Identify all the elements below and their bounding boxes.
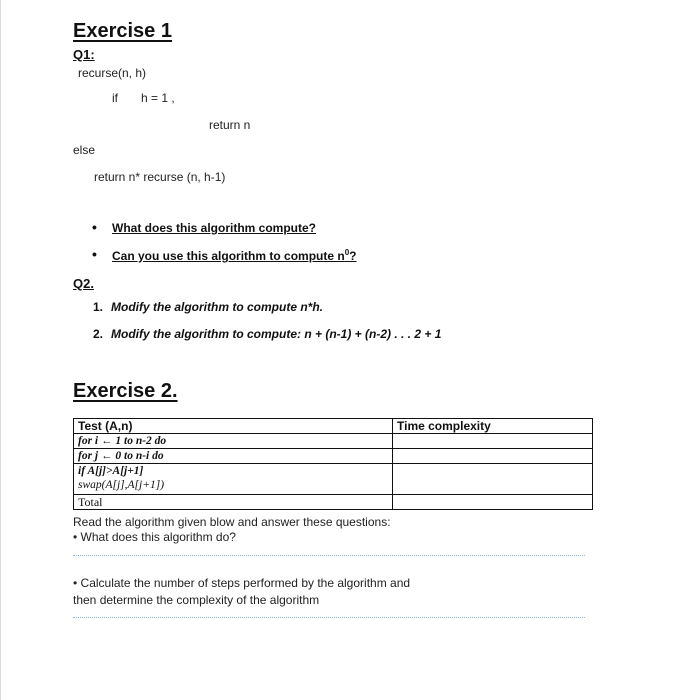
question-what-does: • What does this algorithm do? [73,530,236,544]
page-edge [0,0,1,700]
row-outer-loop: for i ← 1 to n-2 do [74,434,393,449]
answer-line-2[interactable] [73,617,585,618]
bullet2-superscript: 0 [344,248,350,257]
complexity-table [73,418,593,510]
code-return-n: return n [209,118,251,132]
bullet-marker: • [92,219,97,235]
row-compare: if A[j]>A[j+1] [78,465,144,477]
q1-bullet-n0 [112,248,356,263]
table-header-row [74,419,593,434]
row-compare-swap-complexity [393,464,593,495]
q2-item-2 [93,327,441,341]
code-return-recursive: return n* recurse (n, h-1) [94,170,226,184]
bullet2-suffix: ? [349,249,357,263]
bullet-marker: • [92,246,97,262]
header-time-complexity: Time complexity [393,419,593,434]
table-row [74,449,593,464]
instructions-text: Read the algorithm given blow and answer these questions: [73,515,391,529]
q2-item-1 [93,300,323,314]
exercise-2-title: Exercise 2. [73,380,178,402]
q1-label: Q1: [73,47,95,62]
table-row [74,434,593,449]
table-row [74,495,593,510]
row-compare-swap [74,464,393,495]
code-else-keyword: else [73,143,96,157]
row-total-complexity [393,495,593,510]
bullet2-text: Can you use this algorithm to compute n [112,249,345,263]
question-steps-line1: • Calculate the number of steps performed by the algorithm and [73,576,411,590]
row-outer-loop-complexity [393,434,593,449]
row-total: Total [74,495,393,510]
row-inner-loop: for j ← 0 to n-i do [74,449,393,464]
q2-item-1-text: Modify the algorithm to compute n*h. [111,300,324,314]
header-test: Test (A,n) [74,419,393,434]
code-if-keyword: if [112,91,118,105]
q2-item-1-number: 1. [93,300,104,314]
q2-item-2-text: Modify the algorithm to compute: n + (n-1) + (n-2) . . . 2 + 1 [111,327,442,341]
row-swap: swap(A[j],A[j+1]) [78,479,165,491]
row-inner-loop-complexity [393,449,593,464]
code-line-signature: recurse(n, h) [78,66,147,80]
question-steps-line2: then determine the complexity of the algorithm [73,593,320,607]
code-if-condition: h = 1 , [141,91,175,105]
q1-bullet-compute: What does this algorithm compute? [112,221,317,235]
table-row [74,464,593,495]
q2-item-2-number: 2. [93,327,104,341]
answer-line-1[interactable] [73,555,585,556]
q2-label: Q2. [73,276,94,291]
exercise-1-title: Exercise 1 [73,20,172,42]
